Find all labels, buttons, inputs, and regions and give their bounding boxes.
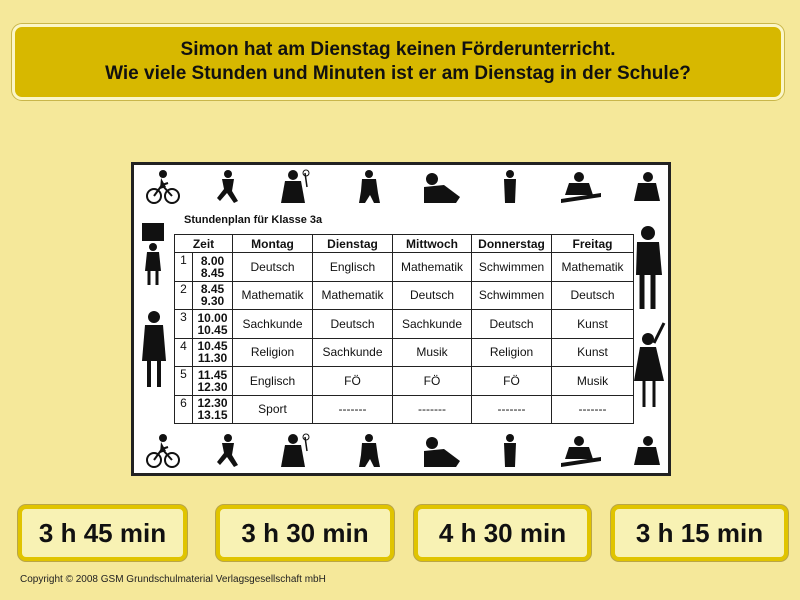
header-zeit: Zeit — [175, 235, 233, 253]
header-freitag: Freitag — [552, 235, 634, 253]
standing-child-silhouette-icon — [500, 169, 520, 205]
lesson-time — [193, 338, 233, 367]
table-cell: Kunst — [552, 338, 634, 367]
table-cell: Deutsch — [552, 281, 634, 310]
reading-child-silhouette-icon — [420, 433, 462, 469]
girl-waving-silhouette-icon — [634, 321, 668, 409]
table-cell: Sport — [233, 395, 313, 424]
sitting-child-silhouette-icon — [356, 433, 382, 469]
lesson-number: 2 — [175, 281, 193, 310]
crouching-child-silhouette-icon — [630, 169, 662, 205]
lesson-number: 1 — [175, 253, 193, 282]
lesson-start: 12.30 — [197, 396, 228, 411]
table-row — [175, 253, 634, 282]
girl-with-bag-silhouette-icon — [140, 309, 168, 389]
sitting-child-silhouette-icon — [356, 169, 382, 205]
table-cell: ------- — [552, 395, 634, 424]
header-donnerstag: Donnerstag — [472, 235, 552, 253]
table-cell: Sachkunde — [233, 310, 313, 339]
table-cell: Mathematik — [393, 253, 472, 282]
answer-button-1[interactable]: 3 h 45 min — [18, 505, 187, 561]
jumping-child-silhouette-icon — [212, 169, 242, 205]
crouching-child-silhouette-icon — [630, 433, 662, 469]
header-montag: Montag — [233, 235, 313, 253]
lesson-time — [193, 281, 233, 310]
table-row — [175, 367, 634, 396]
timetable-picture — [131, 162, 671, 476]
lesson-start: 11.45 — [197, 367, 228, 382]
table-cell: Religion — [233, 338, 313, 367]
lesson-time — [193, 253, 233, 282]
copyright-notice: Copyright © 2008 GSM Grundschulmaterial Verlagsgesellschaft mbH — [20, 574, 326, 585]
lesson-start: 10.00 — [197, 310, 228, 325]
cyclist-silhouette-icon — [146, 169, 180, 205]
lesson-number: 3 — [175, 310, 193, 339]
lesson-number: 5 — [175, 367, 193, 396]
lesson-number: 6 — [175, 395, 193, 424]
answer-button-4[interactable]: 3 h 15 min — [611, 505, 788, 561]
table-cell: Musik — [393, 338, 472, 367]
child-with-flower-silhouette-icon — [279, 433, 317, 469]
table-cell: Sachkunde — [393, 310, 472, 339]
table-cell: Mathematik — [552, 253, 634, 282]
writing-child-silhouette-icon — [559, 433, 603, 469]
answer-button-2[interactable]: 3 h 30 min — [216, 505, 394, 561]
lesson-end: 10.45 — [197, 322, 228, 337]
table-cell: FÖ — [472, 367, 552, 396]
table-row — [175, 281, 634, 310]
lesson-end: 13.15 — [197, 408, 228, 423]
question-line-2: Wie viele Stunden und Minuten ist er am Dienstag in der Schule? — [105, 63, 691, 84]
timetable — [174, 234, 634, 424]
table-cell: FÖ — [313, 367, 393, 396]
jumping-child-silhouette-icon — [212, 433, 242, 469]
table-cell: Englisch — [233, 367, 313, 396]
table-cell: ------- — [472, 395, 552, 424]
table-cell: Kunst — [552, 310, 634, 339]
table-cell: Deutsch — [472, 310, 552, 339]
table-cell: Deutsch — [233, 253, 313, 282]
boy-standing-silhouette-icon — [634, 225, 666, 311]
table-row — [175, 310, 634, 339]
cyclist-silhouette-icon — [146, 433, 180, 469]
table-cell: Schwimmen — [472, 253, 552, 282]
table-cell: Musik — [552, 367, 634, 396]
table-cell: Mathematik — [313, 281, 393, 310]
writing-child-silhouette-icon — [559, 169, 603, 205]
question-line-1: Simon hat am Dienstag keinen Förderunterricht. — [180, 39, 616, 60]
table-cell: Schwimmen — [472, 281, 552, 310]
table-cell: ------- — [313, 395, 393, 424]
lesson-start: 10.45 — [197, 339, 228, 354]
header-dienstag: Dienstag — [313, 235, 393, 253]
lesson-time — [193, 367, 233, 396]
table-cell: Deutsch — [393, 281, 472, 310]
table-cell: ------- — [393, 395, 472, 424]
table-cell: FÖ — [393, 367, 472, 396]
lesson-number: 4 — [175, 338, 193, 367]
standing-child-silhouette-icon — [500, 433, 520, 469]
timetable-title: Stundenplan für Klasse 3a — [184, 214, 323, 226]
reading-child-silhouette-icon — [420, 169, 462, 205]
table-cell: Religion — [472, 338, 552, 367]
girl-at-board-silhouette-icon — [140, 223, 166, 287]
lesson-time — [193, 310, 233, 339]
lesson-end: 9.30 — [200, 294, 225, 309]
table-cell: Deutsch — [313, 310, 393, 339]
lesson-end: 12.30 — [197, 379, 228, 394]
table-cell: Mathematik — [233, 281, 313, 310]
table-cell: Englisch — [313, 253, 393, 282]
timetable-header-row — [175, 235, 634, 253]
table-row — [175, 338, 634, 367]
lesson-start: 8.00 — [200, 253, 225, 268]
header-mittwoch: Mittwoch — [393, 235, 472, 253]
lesson-end: 8.45 — [200, 265, 225, 280]
lesson-time — [193, 395, 233, 424]
table-row — [175, 395, 634, 424]
table-cell: Sachkunde — [313, 338, 393, 367]
lesson-start: 8.45 — [200, 282, 225, 297]
question-banner — [12, 24, 784, 100]
child-with-flower-silhouette-icon — [279, 169, 317, 205]
answer-button-3[interactable]: 4 h 30 min — [414, 505, 591, 561]
lesson-end: 11.30 — [197, 351, 228, 366]
